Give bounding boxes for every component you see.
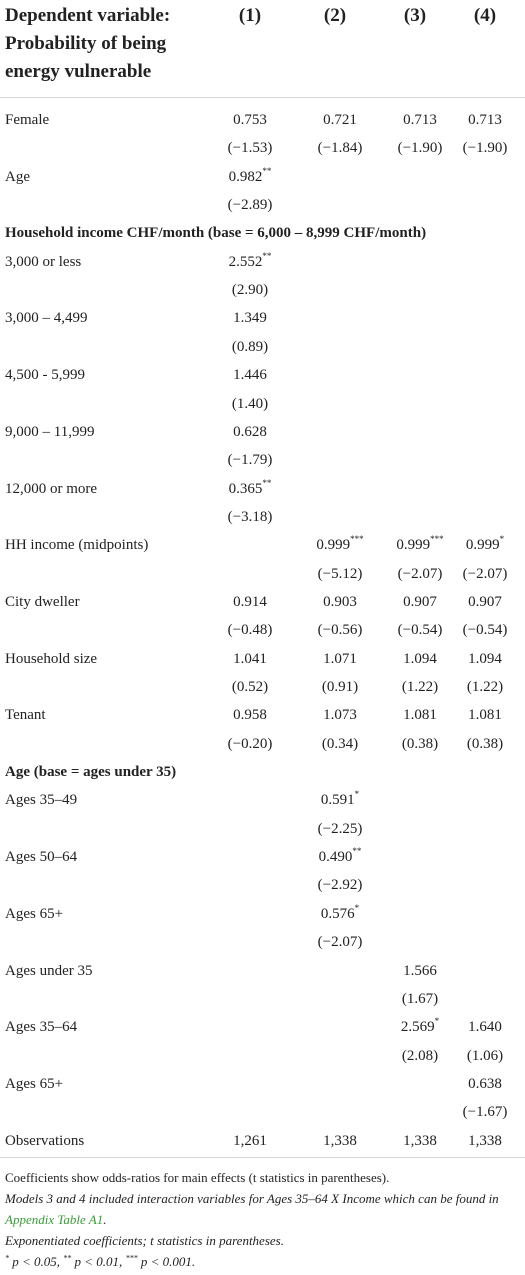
tstat-row (0, 503, 525, 531)
cell-value: 0.753 (233, 112, 267, 128)
significance-stars: ** (262, 250, 272, 261)
column-header-2: (2) (323, 5, 347, 26)
cell-value: (2.90) (231, 282, 269, 299)
sig-symbol: ** (63, 1253, 72, 1263)
cell-value: 0.903 (323, 593, 357, 610)
cell-value: (0.34) (321, 735, 359, 752)
cell-value: (−1.90) (397, 140, 443, 157)
cell-value: 1.349 (233, 310, 267, 327)
cell-value: 1.094 (468, 650, 502, 667)
cell-col-4 (450, 531, 520, 559)
cell-value: 1,338 (403, 1132, 437, 1149)
table-row (0, 418, 525, 446)
significance-stars: ** (262, 165, 272, 176)
note-interactions (5, 1188, 520, 1230)
tstat-row (0, 333, 525, 361)
cell-value: (−0.54) (397, 622, 443, 639)
cell-col-1 (215, 645, 285, 673)
cell-col-4 (450, 673, 520, 701)
table-notes (5, 1167, 520, 1272)
cell-col-1 (215, 418, 285, 446)
cell-col-1 (215, 361, 285, 389)
cell-value: (−2.07) (397, 565, 443, 582)
tstat-row (0, 276, 525, 304)
cell-value: 0.982 (228, 168, 263, 185)
cell-col-4 (450, 1070, 520, 1098)
sig-text: p < 0.01, (71, 1254, 126, 1269)
sig-symbol: *** (125, 1253, 138, 1263)
cell-value: (−2.25) (317, 820, 363, 837)
cell-col-3 (385, 106, 455, 134)
cell-col-3 (385, 1013, 455, 1041)
cell-value: (−0.54) (462, 622, 508, 639)
cell-value: (2.08) (401, 1047, 439, 1064)
cell-col-3 (385, 616, 455, 644)
table-row (0, 645, 525, 673)
cell-col-2 (305, 1127, 375, 1155)
cell-value: (1.22) (466, 679, 504, 695)
significance-stars: * (499, 534, 505, 545)
cell-value: (−1.90) (462, 140, 508, 157)
tstat-row (0, 560, 525, 588)
note-exponentiated: Exponentiated coefficients; t statistics in parentheses. (5, 1233, 284, 1248)
cell-value: (0.38) (401, 735, 439, 752)
cell-col-1 (215, 446, 285, 474)
table-row (0, 304, 525, 332)
cell-value: 1.081 (403, 707, 437, 724)
cell-col-2 (305, 871, 375, 899)
cell-col-4 (450, 588, 520, 616)
cell-col-4 (450, 730, 520, 758)
table-row (0, 106, 525, 134)
cell-col-3 (385, 560, 455, 588)
cell-col-2 (305, 815, 375, 843)
row-label: Ages under 35 (5, 962, 93, 979)
row-label: Ages 35–49 (5, 792, 78, 809)
cell-value: 2.552 (228, 253, 263, 270)
cell-value: (1.40) (231, 395, 269, 412)
row-label: Age (5, 168, 30, 185)
row-label: Female (5, 112, 50, 128)
cell-col-4 (450, 106, 520, 134)
cell-col-1 (215, 701, 285, 729)
section-label: Age (base = ages under 35) (5, 764, 177, 781)
column-header-1: (1) (238, 5, 262, 26)
note-significance (5, 1251, 520, 1272)
tstat-row (0, 815, 525, 843)
tstat-row (0, 1042, 525, 1070)
cell-value: (−5.12) (317, 565, 363, 582)
cell-col-4 (450, 1127, 520, 1155)
table-row (0, 900, 525, 928)
cell-value: 0.907 (468, 593, 502, 610)
cell-value: 0.999 (465, 537, 500, 554)
cell-col-1 (215, 730, 285, 758)
table-row (0, 1070, 525, 1098)
table-row (0, 588, 525, 616)
tstat-row (0, 871, 525, 899)
cell-value: (0.52) (231, 679, 269, 695)
row-label: Ages 65+ (5, 1075, 64, 1092)
cell-value: 1,338 (323, 1132, 357, 1149)
cell-value: 0.958 (233, 707, 267, 724)
cell-value: (−0.56) (317, 622, 363, 639)
cell-value: (−1.67) (462, 1104, 508, 1121)
column-header-4: (4) (473, 5, 497, 26)
table-row (0, 843, 525, 871)
row-label: 3,000 – 4,499 (5, 310, 88, 327)
cell-col-3 (385, 730, 455, 758)
row-label: 12,000 or more (5, 480, 98, 497)
cell-col-3 (385, 957, 455, 985)
cell-col-2 (305, 900, 375, 928)
table-row (0, 957, 525, 985)
cell-col-2 (305, 673, 375, 701)
tstat-row (0, 134, 525, 162)
cell-value: (1.06) (466, 1047, 504, 1064)
cell-col-1 (215, 475, 285, 503)
cell-col-2 (305, 134, 375, 162)
cell-col-3 (385, 1127, 455, 1155)
row-label: Ages 65+ (5, 905, 64, 922)
cell-col-4 (450, 134, 520, 162)
cell-col-1 (215, 333, 285, 361)
table-row (0, 248, 525, 276)
cell-col-3 (385, 985, 455, 1013)
cell-col-4 (450, 560, 520, 588)
sig-text: p < 0.05, (9, 1254, 64, 1269)
cell-col-2 (305, 645, 375, 673)
row-label: Observations (5, 1132, 85, 1149)
table-row (0, 163, 525, 191)
cell-col-2 (305, 560, 375, 588)
tstat-row (0, 390, 525, 418)
cell-value: (−2.89) (227, 197, 273, 214)
cell-value: 0.638 (468, 1075, 502, 1092)
table-row (0, 1013, 525, 1041)
cell-value: (−1.84) (317, 140, 363, 157)
cell-value: (1.22) (401, 679, 439, 695)
cell-col-3 (385, 134, 455, 162)
cell-col-1 (215, 390, 285, 418)
cell-value: 0.713 (468, 112, 502, 128)
dep-var-line: energy vulnerable (5, 61, 152, 82)
significance-stars: *** (430, 534, 444, 545)
dep-var-line: Probability of being (5, 33, 167, 54)
cell-col-2 (305, 701, 375, 729)
cell-value: (−3.18) (227, 508, 273, 525)
cell-col-1 (215, 304, 285, 332)
significance-stars: ** (262, 477, 272, 488)
section-label: Household income CHF/month (base = 6,000 – 8,999 CHF/month) (5, 225, 427, 242)
cell-col-4 (450, 1013, 520, 1041)
sig-symbol: * (5, 1253, 9, 1263)
cell-value: 1.094 (403, 650, 437, 667)
cell-value: (−2.07) (462, 565, 508, 582)
cell-value: (0.38) (466, 735, 504, 752)
sig-text: p < 0.001. (137, 1254, 196, 1269)
cell-col-4 (450, 616, 520, 644)
cell-value: 0.591 (320, 792, 355, 809)
table-bottom-rule (0, 1157, 525, 1158)
section-header-row (0, 219, 525, 247)
tstat-row (0, 673, 525, 701)
cell-col-1 (215, 1127, 285, 1155)
cell-value: 0.721 (323, 112, 357, 128)
significance-stars: *** (350, 534, 364, 545)
cell-value: 1,261 (233, 1132, 267, 1149)
cell-value: (0.89) (231, 338, 269, 355)
cell-col-1 (215, 163, 285, 191)
cell-value: 0.907 (403, 593, 437, 610)
cell-col-2 (305, 730, 375, 758)
cell-col-4 (450, 701, 520, 729)
cell-col-1 (215, 191, 285, 219)
row-label: City dweller (5, 593, 80, 610)
tstat-row (0, 446, 525, 474)
cell-col-4 (450, 1098, 520, 1126)
tstat-row (0, 730, 525, 758)
cell-col-1 (215, 248, 285, 276)
cell-col-3 (385, 531, 455, 559)
cell-col-3 (385, 701, 455, 729)
section-header-row (0, 758, 525, 786)
cell-value: (1.67) (401, 990, 439, 1007)
row-label: Ages 35–64 (5, 1019, 78, 1036)
tstat-row (0, 616, 525, 644)
cell-value: 1.566 (403, 962, 437, 979)
cell-col-3 (385, 645, 455, 673)
cell-col-2 (305, 531, 375, 559)
cell-col-2 (305, 588, 375, 616)
cell-value: (−0.20) (227, 735, 273, 752)
cell-col-2 (305, 786, 375, 814)
cell-col-3 (385, 588, 455, 616)
note-interactions-text: Models 3 and 4 included interaction variables for Ages 35–64 X Income which can be found in (5, 1191, 499, 1206)
dependent-variable-label (5, 2, 215, 86)
table-row (0, 1127, 525, 1155)
cell-col-3 (385, 673, 455, 701)
table-header (0, 0, 525, 98)
row-label: 4,500 - 5,999 (5, 367, 85, 384)
cell-value: 0.713 (403, 112, 437, 128)
cell-value: (0.91) (321, 679, 359, 695)
cell-value: 0.999 (396, 537, 431, 554)
cell-col-1 (215, 616, 285, 644)
cell-value: 1.073 (323, 707, 357, 724)
cell-value: 1.640 (468, 1019, 502, 1036)
cell-col-2 (305, 928, 375, 956)
table-row (0, 531, 525, 559)
appendix-table-link[interactable]: Appendix Table A1 (5, 1212, 104, 1227)
row-label: 3,000 or less (5, 253, 82, 270)
column-header-3: (3) (403, 5, 427, 26)
cell-col-2 (305, 843, 375, 871)
cell-value: 0.490 (318, 849, 353, 866)
tstat-row (0, 191, 525, 219)
cell-col-1 (215, 588, 285, 616)
significance-stars: * (434, 1016, 440, 1027)
cell-col-4 (450, 645, 520, 673)
tstat-row (0, 928, 525, 956)
cell-value: (−1.79) (227, 452, 273, 469)
cell-col-2 (305, 106, 375, 134)
cell-value: 0.999 (316, 537, 351, 554)
cell-col-2 (305, 616, 375, 644)
cell-value: 0.365 (228, 480, 263, 497)
cell-value: (−1.53) (227, 140, 273, 157)
table-row (0, 786, 525, 814)
significance-stars: * (354, 789, 360, 800)
row-label: HH income (midpoints) (5, 537, 149, 554)
cell-col-1 (215, 503, 285, 531)
cell-value: 0.914 (233, 593, 267, 610)
table-row (0, 475, 525, 503)
cell-value: (−2.07) (317, 934, 363, 951)
cell-col-1 (215, 673, 285, 701)
cell-value: 0.576 (320, 905, 355, 922)
cell-value: (−2.92) (317, 877, 363, 894)
cell-value: 2.569 (400, 1019, 435, 1036)
row-label: Ages 50–64 (5, 849, 78, 866)
note-interactions-end: . (103, 1212, 107, 1227)
row-label: Household size (5, 650, 98, 667)
cell-col-1 (215, 276, 285, 304)
cell-value: (−0.48) (227, 622, 273, 639)
cell-value: 1.041 (233, 650, 267, 667)
cell-col-1 (215, 134, 285, 162)
cell-col-4 (450, 1042, 520, 1070)
table-row (0, 361, 525, 389)
cell-value: 1,338 (468, 1132, 502, 1149)
significance-stars: ** (352, 846, 362, 857)
cell-value: 1.081 (468, 707, 502, 724)
cell-value: 1.446 (233, 367, 267, 384)
significance-stars: * (354, 902, 360, 913)
note-odds-ratios: Coefficients show odds-ratios for main effects (t statistics in parentheses). (5, 1170, 390, 1185)
tstat-row (0, 1098, 525, 1126)
row-label: Tenant (5, 707, 46, 724)
cell-value: 0.628 (233, 423, 267, 440)
tstat-row (0, 985, 525, 1013)
cell-col-3 (385, 1042, 455, 1070)
dep-var-line: Dependent variable: (5, 5, 171, 26)
cell-value: 1.071 (323, 650, 357, 667)
row-label: 9,000 – 11,999 (5, 423, 95, 440)
cell-col-1 (215, 106, 285, 134)
table-row (0, 701, 525, 729)
